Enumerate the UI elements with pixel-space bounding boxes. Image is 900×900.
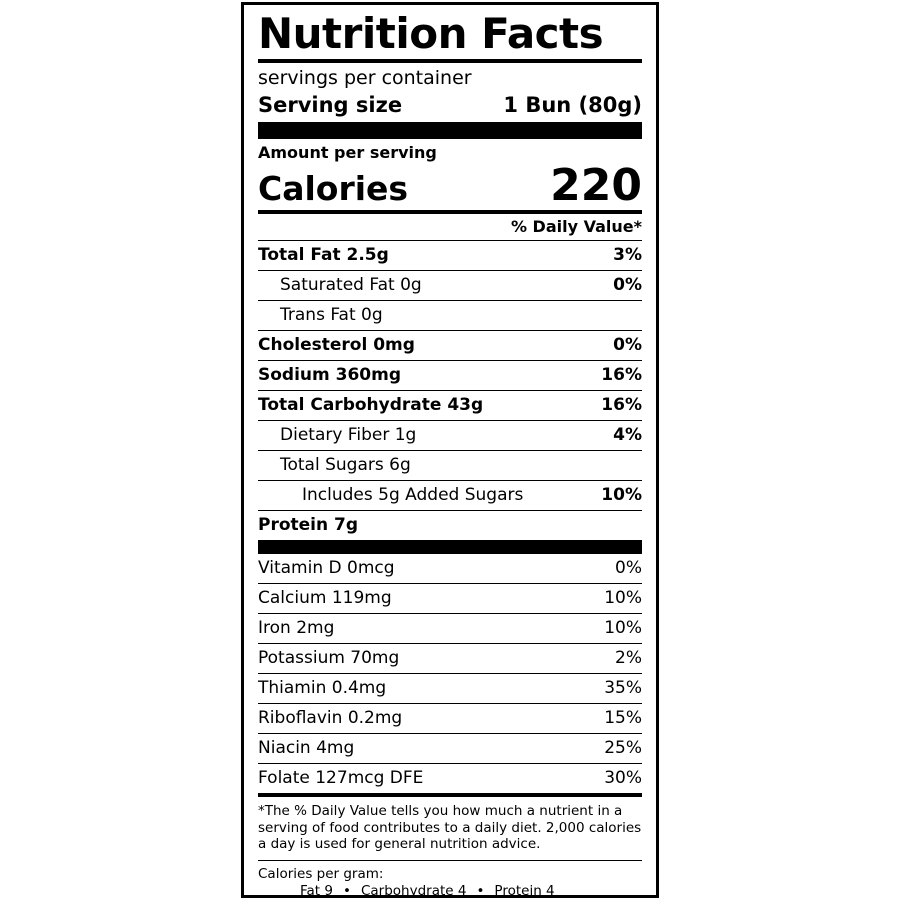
divider-thick-bottom	[258, 540, 642, 554]
nutrient-name: Protein 7g	[258, 515, 359, 535]
calories-per-gram-items	[258, 883, 642, 900]
nutrient-row	[258, 241, 642, 270]
nutrient-name: Total Carbohydrate 43g	[258, 395, 484, 415]
vitamin-row	[258, 704, 642, 733]
calories-per-gram-label: Calories per gram:	[258, 865, 384, 882]
nutrient-row	[258, 361, 642, 390]
vitamin-daily-value: 10%	[604, 618, 642, 638]
serving-size-label: Serving size	[258, 93, 403, 117]
nutrient-daily-value: 16%	[601, 395, 642, 415]
page-title: Nutrition Facts	[258, 9, 604, 58]
serving-size-row	[258, 91, 642, 122]
nutrient-name: Includes 5g Added Sugars	[302, 485, 524, 505]
vitamin-daily-value: 0%	[615, 558, 642, 578]
vitamin-name: Niacin 4mg	[258, 738, 355, 758]
bullet-separator-icon: •	[476, 882, 485, 899]
servings-per-container: servings per container	[258, 67, 472, 89]
nutrient-daily-value: 0%	[613, 275, 642, 295]
calories-value: 220	[550, 160, 642, 211]
calories-per-gram-item: Fat 9	[300, 882, 333, 899]
nutrient-daily-value: 4%	[613, 425, 642, 445]
vitamin-list	[258, 554, 642, 793]
vitamin-name: Riboflavin 0.2mg	[258, 708, 403, 728]
daily-value-header: % Daily Value*	[510, 217, 642, 236]
vitamin-name: Folate 127mcg DFE	[258, 768, 424, 788]
nutrient-daily-value: 10%	[601, 485, 642, 505]
amount-per-serving: Amount per serving	[258, 143, 437, 162]
nutrient-daily-value: 16%	[601, 365, 642, 385]
nutrient-row	[258, 391, 642, 420]
nutrient-name: Dietary Fiber 1g	[280, 425, 417, 445]
vitamin-name: Calcium 119mg	[258, 588, 392, 608]
vitamin-daily-value: 25%	[604, 738, 642, 758]
vitamin-daily-value: 35%	[604, 678, 642, 698]
nutrient-name: Saturated Fat 0g	[280, 275, 422, 295]
vitamin-row	[258, 644, 642, 673]
vitamin-row	[258, 674, 642, 703]
nutrient-row	[258, 421, 642, 450]
nutrient-name: Trans Fat 0g	[280, 305, 383, 325]
calories-label: Calories	[258, 169, 409, 208]
calories-row	[258, 160, 642, 211]
calories-per-gram-item: Carbohydrate 4	[360, 882, 467, 899]
nutrition-facts-panel	[241, 2, 659, 898]
nutrient-daily-value: 0%	[613, 335, 642, 355]
nutrient-name: Cholesterol 0mg	[258, 335, 415, 355]
serving-size-value: 1 Bun (80g)	[503, 93, 642, 117]
nutrient-daily-value: 3%	[613, 245, 642, 265]
vitamin-daily-value: 10%	[604, 588, 642, 608]
nutrient-name: Total Sugars 6g	[280, 455, 411, 475]
vitamin-name: Vitamin D 0mcg	[258, 558, 395, 578]
nutrient-row	[258, 451, 642, 480]
vitamin-row	[258, 734, 642, 763]
vitamin-name: Iron 2mg	[258, 618, 335, 638]
nutrient-row	[258, 331, 642, 360]
bullet-separator-icon: •	[342, 882, 351, 899]
vitamin-daily-value: 2%	[615, 648, 642, 668]
vitamin-row	[258, 584, 642, 613]
nutrient-name: Total Fat 2.5g	[258, 245, 389, 265]
divider-thick-top	[258, 122, 642, 139]
footnote-text: *The % Daily Value tells you how much a nutrient in a serving of food contributes to a daily diet. 2,000 calories a day is used for general nutrition advice.	[258, 803, 642, 852]
vitamin-row	[258, 764, 642, 793]
vitamin-row	[258, 614, 642, 643]
vitamin-row	[258, 554, 642, 583]
vitamin-name: Thiamin 0.4mg	[258, 678, 387, 698]
vitamin-name: Potassium 70mg	[258, 648, 400, 668]
nutrient-row	[258, 511, 642, 540]
nutrient-list	[258, 240, 642, 540]
calories-per-gram-item: Protein 4	[494, 882, 555, 899]
vitamin-daily-value: 15%	[604, 708, 642, 728]
vitamin-daily-value: 30%	[604, 768, 642, 788]
nutrient-row	[258, 481, 642, 510]
nutrient-row	[258, 301, 642, 330]
nutrient-name: Sodium 360mg	[258, 365, 402, 385]
nutrient-row	[258, 271, 642, 300]
